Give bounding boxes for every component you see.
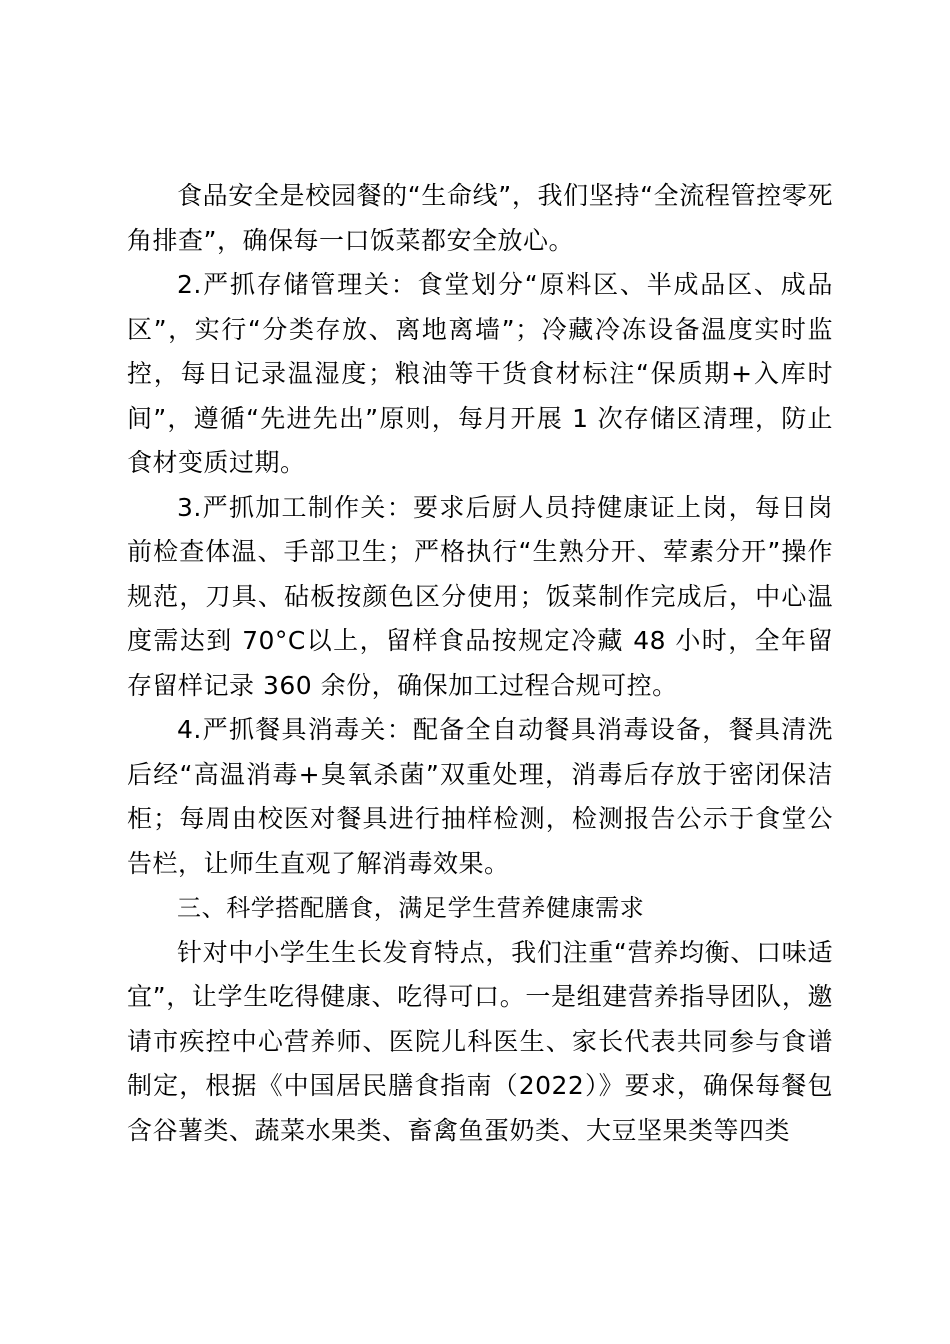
paragraph-food-safety-intro: 食品安全是校园餐的“生命线”，我们坚持“全流程管控零死角排查”，确保每一口饭菜都安全放心。	[127, 181, 833, 255]
paragraph-processing-management: 3.严抓加工制作关：要求后厨人员持健康证上岗，每日岗前检查体温、手部卫生；严格执行“生熟分开、荤素分开”操作规范，刀具、砧板按颜色区分使用；饭菜制作完成后，中心温度需达到 70°C以上，留样食品按规定冷藏 48 小时，全年留存留样记录 360 余份，确保加工过程合规可控。	[127, 492, 833, 700]
paragraph-tableware-disinfection: 4.严抓餐具消毒关：配备全自动餐具消毒设备，餐具清洗后经“高温消毒+臭氧杀菌”双重处理，消毒后存放于密闭保洁柜；每周由校医对餐具进行抽样检测，检测报告公示于食堂公告栏，让师生直观了解消毒效果。	[127, 715, 833, 878]
paragraph-storage-management: 2.严抓存储管理关：食堂划分“原料区、半成品区、成品区”，实行“分类存放、离地离墙”；冷藏冷冻设备温度实时监控，每日记录温湿度；粮油等干货食材标注“保质期+入库时间”，遵循“先进先出”原则，每月开展 1 次存储区清理，防止食材变质过期。	[127, 270, 833, 477]
section-heading: 三、科学搭配膳食，满足学生营养健康需求	[177, 894, 645, 922]
document-body	[127, 174, 833, 1153]
paragraph-nutrition: 针对中小学生生长发育特点，我们注重“营养均衡、口味适宜”，让学生吃得健康、吃得可口。一是组建营养指导团队，邀请市疾控中心营养师、医院儿科医生、家长代表共同参与食谱制定，根据《中国居民膳食指南（2022）》要求，确保每餐包含谷薯类、蔬菜水果类、畜禽鱼蛋奶类、大豆坚果类等四类	[127, 937, 833, 1145]
